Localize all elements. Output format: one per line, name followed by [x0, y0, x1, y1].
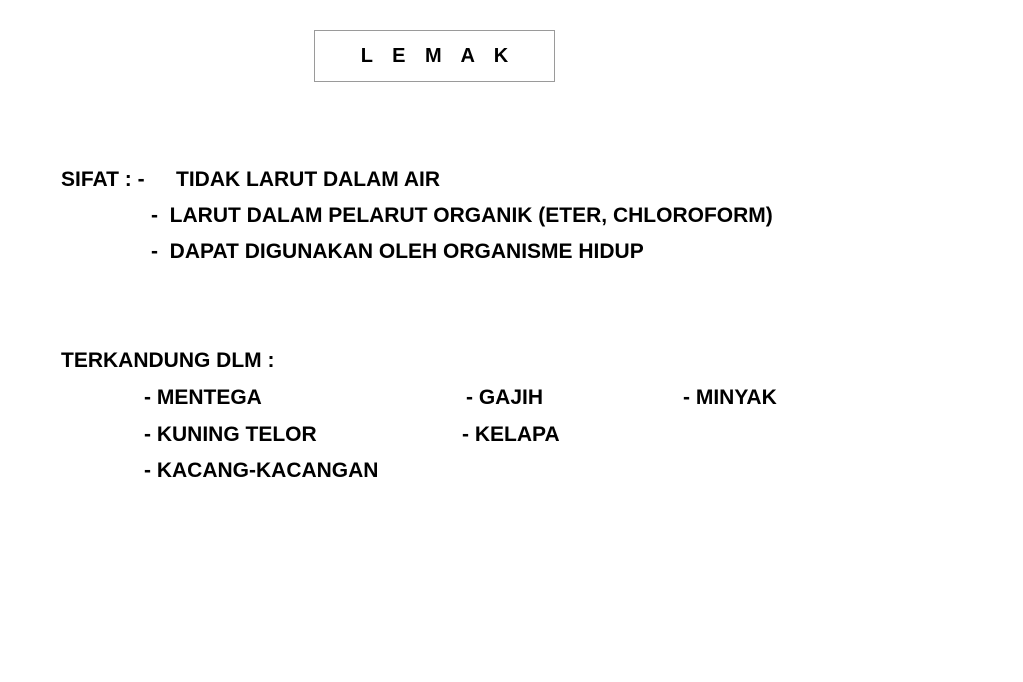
title-box — [314, 30, 555, 82]
sifat-item: - LARUT DALAM PELARUT ORGANIK (ETER, CHLOROFORM) — [151, 204, 773, 227]
sifat-item: TIDAK LARUT DALAM AIR — [176, 168, 441, 191]
terkandung-item: - MENTEGA — [144, 386, 262, 409]
terkandung-label: TERKANDUNG DLM : — [61, 349, 275, 372]
sifat-item: - DAPAT DIGUNAKAN OLEH ORGANISME HIDUP — [151, 240, 644, 263]
terkandung-item: - GAJIH — [466, 386, 544, 409]
slide-title: L E M A K — [360, 44, 516, 67]
terkandung-item: - KUNING TELOR — [144, 423, 317, 446]
sifat-label: SIFAT : - — [61, 168, 145, 191]
terkandung-item: - MINYAK — [683, 386, 777, 409]
terkandung-item: - KELAPA — [462, 423, 560, 446]
terkandung-item: - KACANG-KACANGAN — [144, 459, 379, 482]
